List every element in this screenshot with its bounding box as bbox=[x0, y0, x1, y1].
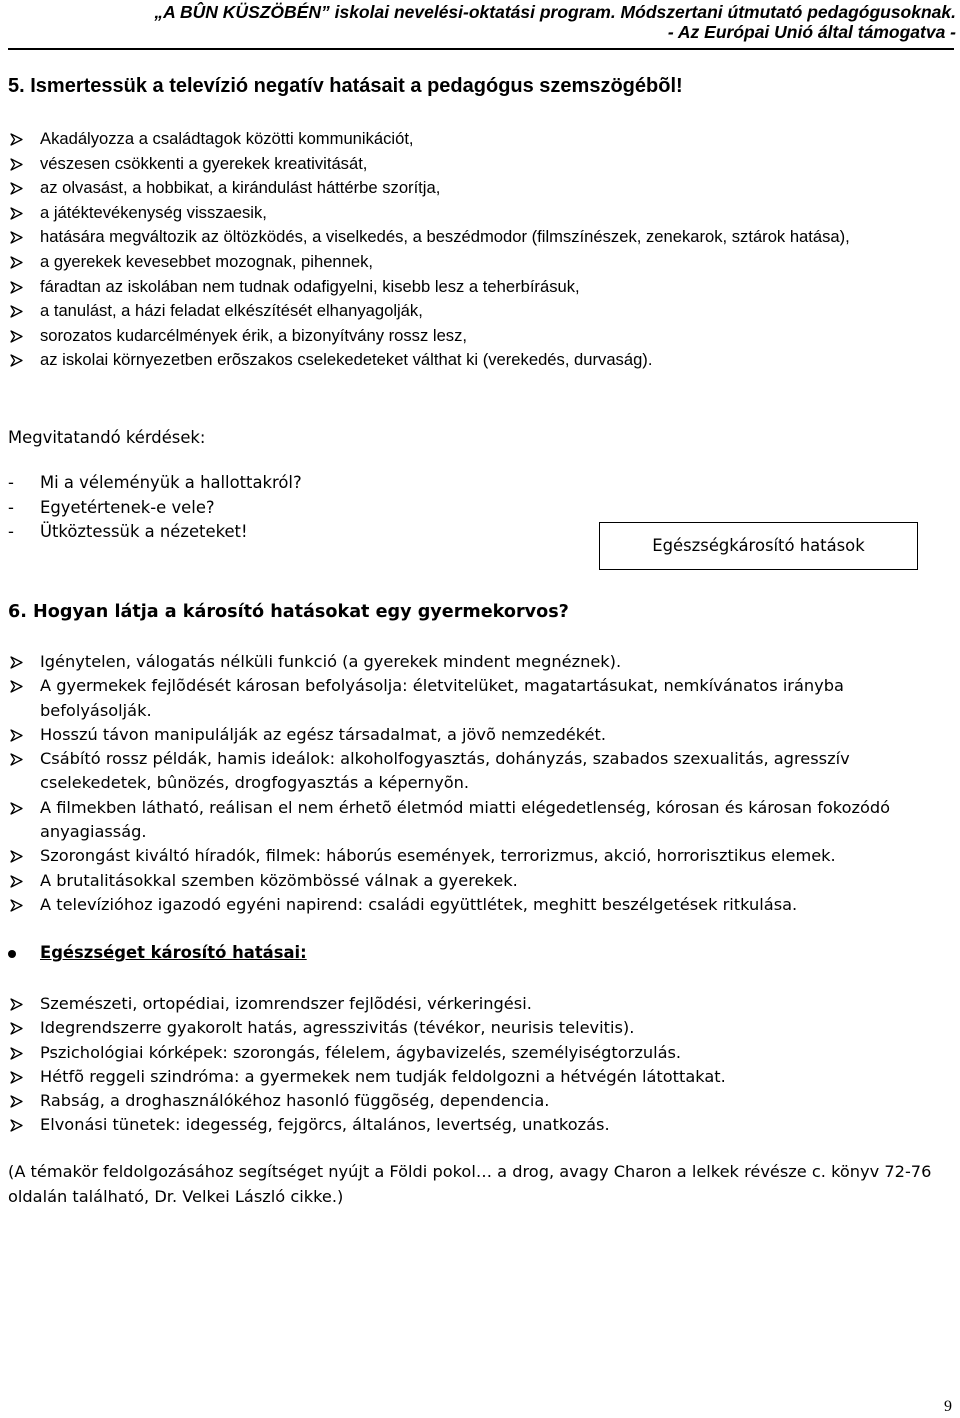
arrow-bullet-icon bbox=[10, 176, 26, 195]
question-text: Egyetértenek-e vele? bbox=[40, 497, 215, 517]
list-item bbox=[8, 127, 945, 152]
page-number: 9 bbox=[944, 1398, 952, 1415]
section-6-title: 6. Hogyan látja a károsító hatásokat egy gyermekorvos? bbox=[8, 602, 569, 622]
arrow-bullet-icon bbox=[10, 1113, 26, 1132]
list-item bbox=[8, 992, 952, 1016]
dash-marker: - bbox=[8, 473, 14, 492]
arrow-bullet-icon bbox=[10, 747, 26, 766]
list-item-text: Akadályozza a családtagok közötti kommunikációt, bbox=[40, 129, 414, 148]
list-item-text: A televízióhoz igazodó egyéni napirend: családi együttlétek, meghitt beszélgetések ritkulása. bbox=[40, 894, 798, 914]
arrow-bullet-icon bbox=[10, 1065, 26, 1084]
list-item bbox=[8, 225, 945, 250]
arrow-bullet-icon bbox=[10, 992, 26, 1011]
arrow-bullet-icon bbox=[10, 127, 26, 146]
list-item-text: Rabság, a droghasználókéhoz hasonló függõség, dependencia. bbox=[40, 1091, 550, 1111]
list-item-text: vészesen csökkenti a gyerekek kreativitását, bbox=[40, 153, 368, 173]
page-header bbox=[0, 2, 956, 42]
discussion-questions bbox=[8, 471, 302, 545]
list-item-text: Szemészeti, ortopédiai, izomrendszer fejlõdési, vérkeringési. bbox=[40, 994, 532, 1013]
dash-marker: - bbox=[8, 522, 14, 541]
question-text: Ütköztessük a nézeteket! bbox=[40, 522, 248, 541]
arrow-bullet-icon bbox=[10, 796, 26, 815]
list-item-text: fáradtan az iskolában nem tudnak odafigyelni, kisebb lesz a teherbírásuk, bbox=[40, 276, 580, 296]
list-item-text: A filmekben látható, reálisan el nem érhetõ életmód miatti elégedetlenség, kórosan és károsan fokozódó anyagiasság. bbox=[40, 797, 891, 842]
header-line-1: „A BÛN KÜSZÖBÉN” iskolai nevelési-oktatási program. Módszertani útmutató pedagógusoknak. bbox=[154, 2, 956, 22]
list-item bbox=[8, 869, 952, 893]
question-text: Mi a véleményük a hallottakról? bbox=[40, 473, 302, 492]
question-item bbox=[8, 471, 302, 496]
arrow-bullet-icon bbox=[10, 348, 26, 367]
dash-marker: - bbox=[8, 497, 14, 517]
arrow-bullet-icon bbox=[10, 1041, 26, 1060]
list-item-text: Hétfõ reggeli szindróma: a gyermekek nem tudják feldolgozni a hétvégén látottakat. bbox=[40, 1066, 726, 1086]
list-item-text: A brutalitásokkal szemben közömbössé válnak a gyerekek. bbox=[40, 870, 518, 890]
list-item bbox=[8, 299, 945, 324]
arrow-bullet-icon bbox=[10, 869, 26, 888]
arrow-bullet-icon bbox=[10, 893, 26, 912]
list-item-text: a tanulást, a házi feladat elkészítését elhanyagolják, bbox=[40, 301, 423, 321]
list-item-text: Pszichológiai kórképek: szorongás, félelem, ágybavizelés, személyiségtorzulás. bbox=[40, 1042, 682, 1062]
question-item bbox=[8, 520, 302, 545]
list-item bbox=[8, 324, 945, 349]
list-item bbox=[8, 723, 952, 747]
list-item bbox=[8, 844, 952, 868]
list-item-text: Elvonási tünetek: idegesség, fejgörcs, általános, levertség, unatkozás. bbox=[40, 1115, 610, 1135]
list-item bbox=[8, 250, 945, 275]
list-item bbox=[8, 893, 952, 917]
arrow-bullet-icon bbox=[10, 225, 26, 244]
list-item bbox=[8, 201, 945, 226]
list-item bbox=[8, 650, 952, 674]
health-effects-box: Egészségkárosító hatások bbox=[599, 522, 918, 570]
list-item bbox=[8, 1065, 952, 1089]
arrow-bullet-icon bbox=[10, 844, 26, 863]
list-item bbox=[8, 1016, 952, 1040]
list-item bbox=[8, 348, 945, 373]
reference-note: (A témakör feldolgozásához segítséget nyújt a Földi pokol… a drog, avagy Charon a lelkek révésze c. könyv 72-76 oldalán található, Dr. Velkei László cikke.) bbox=[8, 1162, 932, 1206]
list-item bbox=[8, 796, 952, 845]
section-5-title: 5. Ismertessük a televízió negatív hatásait a pedagógus szemszögébõl! bbox=[8, 75, 683, 97]
arrow-bullet-icon bbox=[10, 1089, 26, 1108]
list-item-text: hatására megváltozik az öltözködés, a viselkedés, a beszédmodor (filmszínészek, zenekarok, sztárok hatása), bbox=[40, 227, 850, 247]
list-item-text: Igénytelen, válogatás nélküli funkció (a gyerekek mindent megnéznek). bbox=[40, 652, 622, 671]
round-bullet-icon bbox=[8, 950, 16, 958]
arrow-bullet-icon bbox=[10, 723, 26, 742]
list-item-text: az iskolai környezetben erõszakos cselekedeteket válthat ki (verekedés, durvaság). bbox=[40, 350, 653, 370]
header-line-2: - Az Európai Unió által támogatva - bbox=[667, 22, 956, 42]
health-effects-title: Egészséget károsító hatásai: bbox=[40, 943, 307, 962]
arrow-bullet-icon bbox=[10, 1016, 26, 1035]
list-item bbox=[8, 176, 945, 201]
section-6-list bbox=[8, 650, 952, 917]
list-item bbox=[8, 1113, 952, 1137]
arrow-bullet-icon bbox=[10, 201, 26, 220]
list-item bbox=[8, 747, 952, 796]
list-item-text: Hosszú távon manipulálják az egész társadalmat, a jövõ nemzedékét. bbox=[40, 724, 606, 744]
list-item bbox=[8, 1089, 952, 1113]
arrow-bullet-icon bbox=[10, 299, 26, 318]
arrow-bullet-icon bbox=[10, 674, 26, 693]
list-item-text: A gyermekek fejlõdését károsan befolyásolja: életvitelüket, magatartásukat, nemkívánatos irányba befolyásolják. bbox=[40, 676, 844, 720]
list-item bbox=[8, 152, 945, 177]
list-item-text: a játéktevékenység visszaesik, bbox=[40, 202, 267, 222]
list-item bbox=[8, 275, 945, 300]
header-rule bbox=[8, 48, 954, 50]
arrow-bullet-icon bbox=[10, 324, 26, 343]
list-item-text: Szorongást kiváltó híradók, filmek: háborús események, terrorizmus, akció, horrorisztikus elemek. bbox=[40, 846, 836, 866]
list-item-text: Idegrendszerre gyakorolt hatás, agresszivitás (tévékor, neurisis televitis). bbox=[40, 1018, 635, 1038]
health-effects-list bbox=[8, 992, 952, 1138]
list-item-text: a gyerekek kevesebbet mozognak, pihennek, bbox=[40, 251, 374, 271]
list-item-text: Csábító rossz példák, hamis ideálok: alkoholfogyasztás, dohányzás, szabados szexualitás, agresszív cselekedetek, bûnözés, drogfogyasztás a képernyõn. bbox=[40, 749, 850, 793]
arrow-bullet-icon bbox=[10, 275, 26, 294]
list-item-text: sorozatos kudarcélmények érik, a bizonyítvány rossz lesz, bbox=[40, 325, 468, 345]
arrow-bullet-icon bbox=[10, 152, 26, 171]
list-item bbox=[8, 674, 952, 723]
list-item bbox=[8, 1041, 952, 1065]
question-item bbox=[8, 496, 302, 521]
arrow-bullet-icon bbox=[10, 250, 26, 269]
list-item-text: az olvasást, a hobbikat, a kirándulást háttérbe szorítja, bbox=[40, 178, 441, 198]
discussion-label: Megvitatandó kérdések: bbox=[8, 428, 206, 447]
arrow-bullet-icon bbox=[10, 650, 26, 669]
section-5-list bbox=[8, 127, 945, 373]
